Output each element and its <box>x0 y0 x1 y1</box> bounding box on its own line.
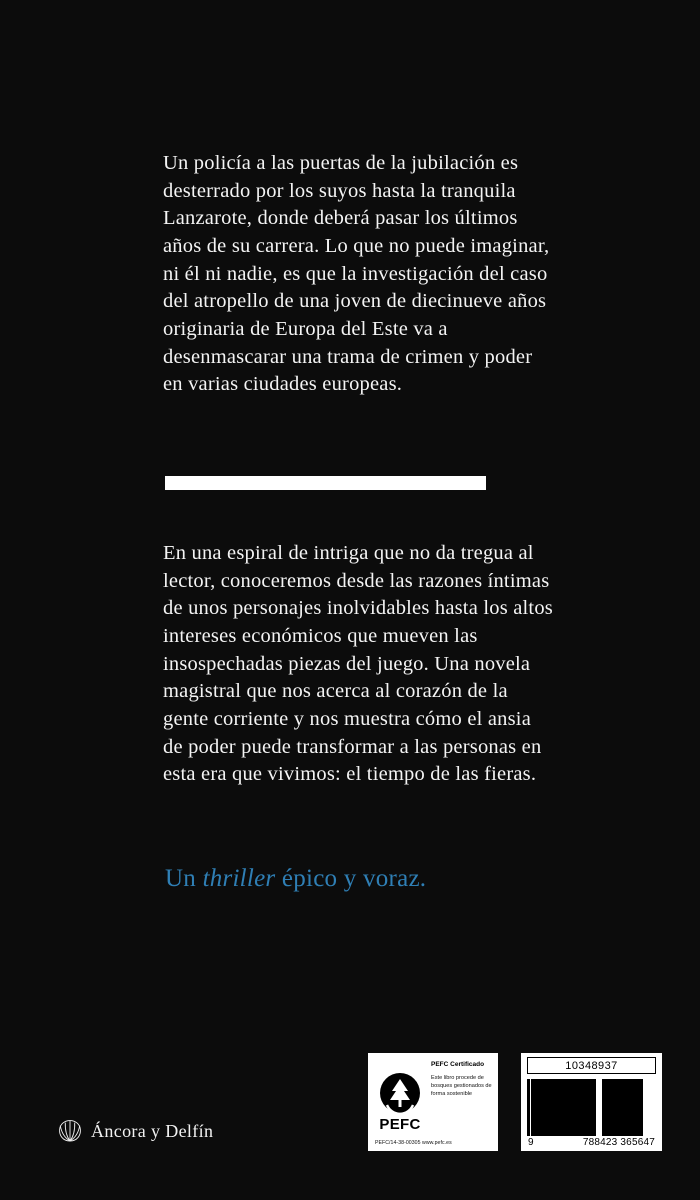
pefc-certification-badge <box>368 1053 498 1151</box>
isbn-left-digit: 9 <box>528 1137 534 1148</box>
tagline <box>165 865 585 893</box>
blurb-bottom-text: En una espiral de intriga que no da tregua al lector, conoceremos desde las razones íntimas de unos personajes inolvidables hasta los altos intereses económicos que mueven las insospechadas piezas del juego. Una novela magistral que nos acerca al corazón de la gente corriente y nos muestra cómo el ansia de poder puede transformar a las personas en esta era que vivimos: el tiempo de las fieras. <box>163 542 553 786</box>
tagline-part-1: Un <box>165 865 203 892</box>
barcode-digits <box>527 1137 656 1148</box>
pefc-wordmark: PEFC <box>379 1116 421 1133</box>
pefc-code: PEFC/14-38-00305 www.pefc.es <box>375 1140 452 1146</box>
blurb-top-text: Un policía a las puertas de la jubilación es desterrado por los suyos hasta la tranquila Lanzarote, donde deberá pasar los últimos años de su carrera. Lo que no puede imaginar, ni él ni nadie, es que la investigación del caso del atropello de una joven de diecinueve años originaria de Europa del Este va a desenmascarar una trama de crimen y poder en varias ciudades europeas. <box>163 152 550 396</box>
blurb-top <box>163 150 553 399</box>
tree-icon <box>379 1072 421 1114</box>
isbn-digits: 788423 365647 <box>582 1137 655 1148</box>
pefc-description: Este libro procede de bosques gestionados de forma sostenible <box>431 1074 492 1098</box>
pefc-logo <box>373 1058 427 1147</box>
publisher-imprint <box>57 1118 213 1144</box>
tagline-italic-word: thriller <box>202 865 276 892</box>
pefc-text-block <box>427 1058 494 1147</box>
barcode-block <box>521 1053 662 1151</box>
barcode-top-number: 10348937 <box>527 1057 656 1074</box>
tagline-part-2: épico y voraz. <box>275 865 427 892</box>
pefc-title: PEFC Certificado <box>431 1061 485 1068</box>
barcode-bars <box>527 1079 656 1136</box>
shell-icon <box>57 1118 83 1144</box>
blurb-bottom <box>163 540 553 789</box>
white-divider-bar <box>165 476 486 490</box>
publisher-name: Áncora y Delfín <box>91 1120 214 1141</box>
